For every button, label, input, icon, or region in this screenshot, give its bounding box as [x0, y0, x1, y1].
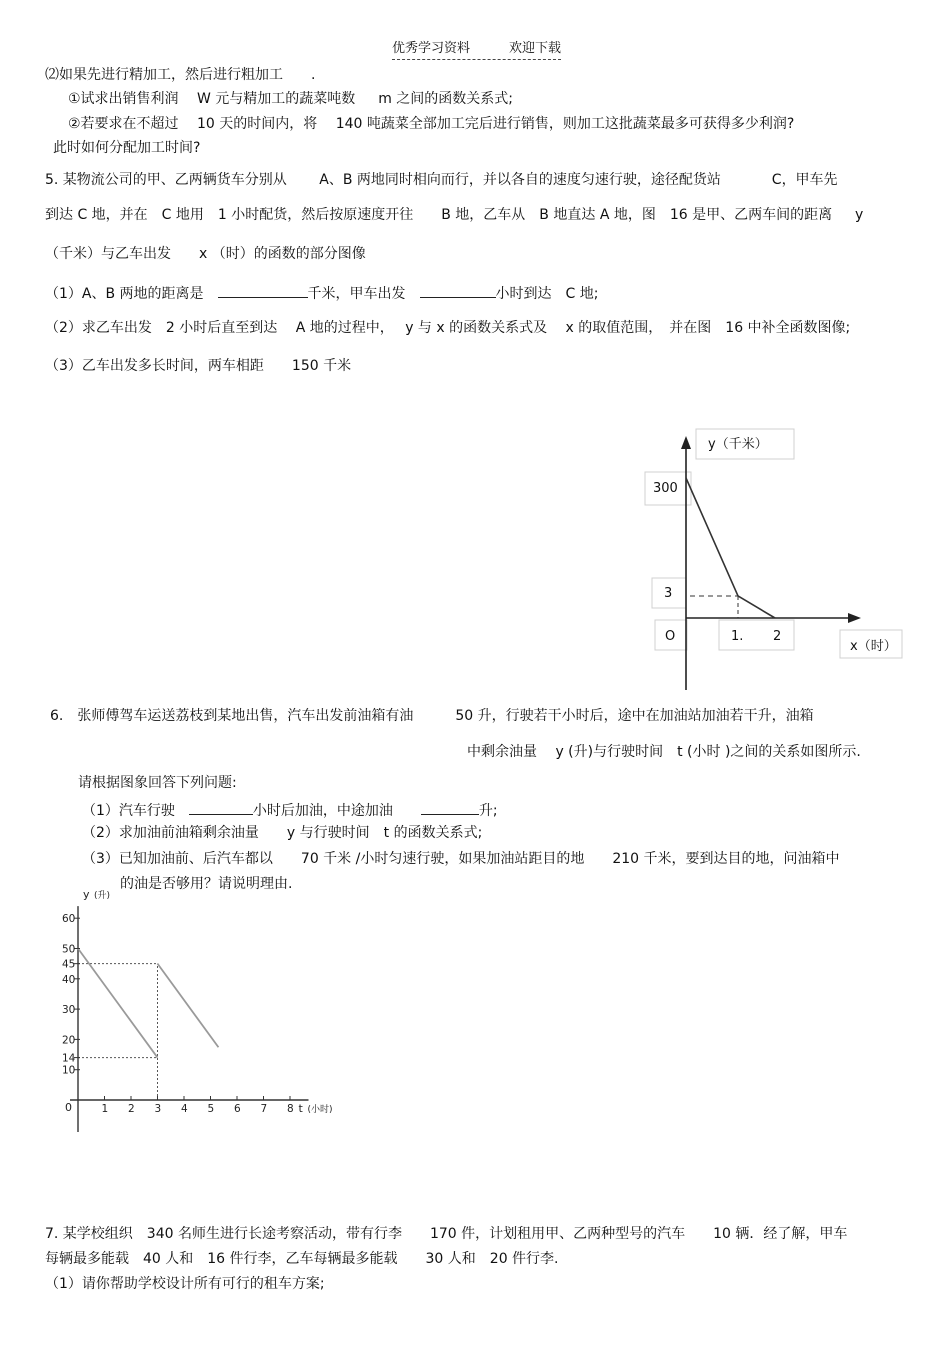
q6-x-tick-label: 7 [260, 1103, 268, 1115]
q7-line1: 7. 某学校组织 340 名师生进行长途考察活动，带有行李 170 件，计划租用甲、乙两种型号的汽车 10 辆．经了解，甲车 [45, 1226, 848, 1242]
q5-part1-b: 千米，甲车出发 [307, 286, 406, 302]
q6-part1-c: 升; [478, 803, 498, 819]
q5-x-tick-2: 2 [773, 629, 782, 644]
q6-x-tick-label: 5 [207, 1103, 215, 1115]
q6-y-tick-label: 14 [62, 1052, 76, 1065]
q5-y-tick-300: 300 [653, 481, 678, 496]
q6-line2: 中剩余油量 y (升)与行驶时间 t (小时 )之间的关系如图所示. [467, 744, 861, 760]
q6-origin-label: 0 [65, 1101, 72, 1114]
q6-part3: （3）已知加油前、后汽车都以 70 千米 /小时匀速行驶，如果加油站距目的地 210 千米，要到达目的地，问油箱中 [82, 851, 840, 867]
q6-part1-b: 小时后加油，中途加油 [252, 803, 393, 819]
header-right: 欢迎下载 [509, 41, 562, 56]
q6-y-tick-label: 10 [62, 1064, 76, 1077]
q5-line2: 到达 C 地，并在 C 地用 1 小时配货，然后按原速度开往 B 地，乙车从 B 地直达 A 地，图 16 是甲、乙两车间的距离 y [45, 207, 864, 223]
q5-part1-c: 小时到达 C 地; [495, 286, 599, 302]
q6-x-tick-label: 1 [101, 1103, 109, 1115]
q6-y-tick-label: 20 [62, 1034, 76, 1047]
prev-part2: ⑵如果先进行精加工，然后进行粗加工 . [45, 67, 316, 83]
q5-x-tick-1: 1. [731, 629, 744, 644]
q6-y-tick-label: 50 [62, 943, 76, 956]
q6-y-tick-label: 40 [62, 973, 76, 986]
q6-x-tick-label: 3 [154, 1103, 162, 1115]
q6-x-axis-unit: (小时) [307, 1105, 333, 1115]
q5-part2: （2）求乙车出发 2 小时后直至到达 A 地的过程中， y 与 x 的函数关系式及 x 的取值范围， 并在图 16 中补全函数图像; [45, 320, 851, 336]
q6-x-tick-label: 6 [234, 1103, 241, 1115]
prev-sub2: ②若要求在不超过 10 天的时间内，将 140 吨蔬菜全部加工完后进行销售，则加工这批蔬菜最多可获得多少利润? [68, 116, 795, 132]
q5-x-axis-label: x（时） [850, 639, 897, 654]
q6-y-axis-label: y [83, 888, 90, 902]
q6-x-tick-label: 2 [128, 1103, 135, 1115]
q6-line3: 请根据图象回答下列问题: [78, 775, 237, 791]
q6-y-axis-unit: (升) [94, 891, 111, 902]
q6-y-tick-label: 60 [62, 913, 76, 926]
q6-ticks [62, 913, 294, 1115]
q6-y-tick-label: 45 [62, 958, 76, 971]
q6-x-tick-label: 8 [287, 1103, 294, 1115]
prev-sub1: ①试求出销售利润 W 元与精加工的蔬菜吨数 m 之间的函数关系式; [68, 91, 513, 107]
q6-part2: （2）求加油前油箱剩余油量 y 与行驶时间 t 的函数关系式; [82, 825, 483, 841]
q6-series-line [158, 964, 219, 1048]
q5-origin-label: O [665, 629, 676, 644]
header-left: 优秀学习资料 [392, 41, 471, 56]
q6-part1-a: （1）汽车行驶 [82, 803, 175, 819]
q5-part1-a: （1）A、B 两地的距离是 [45, 286, 204, 302]
q6-series-line [78, 949, 158, 1058]
q7-line2: 每辆最多能载 40 人和 16 件行李，乙车每辆最多能载 30 人和 20 件行李. [45, 1251, 559, 1267]
q6-x-axis-label: t [298, 1102, 303, 1115]
q6-axes [65, 888, 333, 1132]
q6-y-tick-label: 30 [62, 1004, 76, 1017]
q5-line1: 5. 某物流公司的甲、乙两辆货车分别从 A、B 两地同时相向而行，并以各自的速度匀速行驶，途径配货站 C，甲车先 [45, 172, 838, 188]
q6-guides [78, 964, 158, 1100]
q5-y-axis-label: y（千米） [708, 437, 768, 452]
q6-x-tick-label: 4 [181, 1103, 188, 1115]
q5-y-tick-3: 3 [664, 586, 673, 601]
q6-line1: 6. 张师傅驾车运送荔枝到某地出售，汽车出发前油箱有油 50 升，行驶若干小时后，途中在加油站加油若干升，油箱 [50, 708, 814, 724]
q5-part3: （3）乙车出发多长时间，两车相距 150 千米 [45, 358, 352, 374]
q6-part3-cont: 的油是否够用？请说明理由. [120, 876, 293, 892]
prev-sub2-cont: 此时如何分配加工时间? [53, 140, 201, 156]
q7-part1: （1）请你帮助学校设计所有可行的租车方案; [45, 1276, 325, 1292]
q6-series [78, 949, 218, 1058]
q5-line3: （千米）与乙车出发 x （时）的函数的部分图像 [45, 246, 366, 262]
